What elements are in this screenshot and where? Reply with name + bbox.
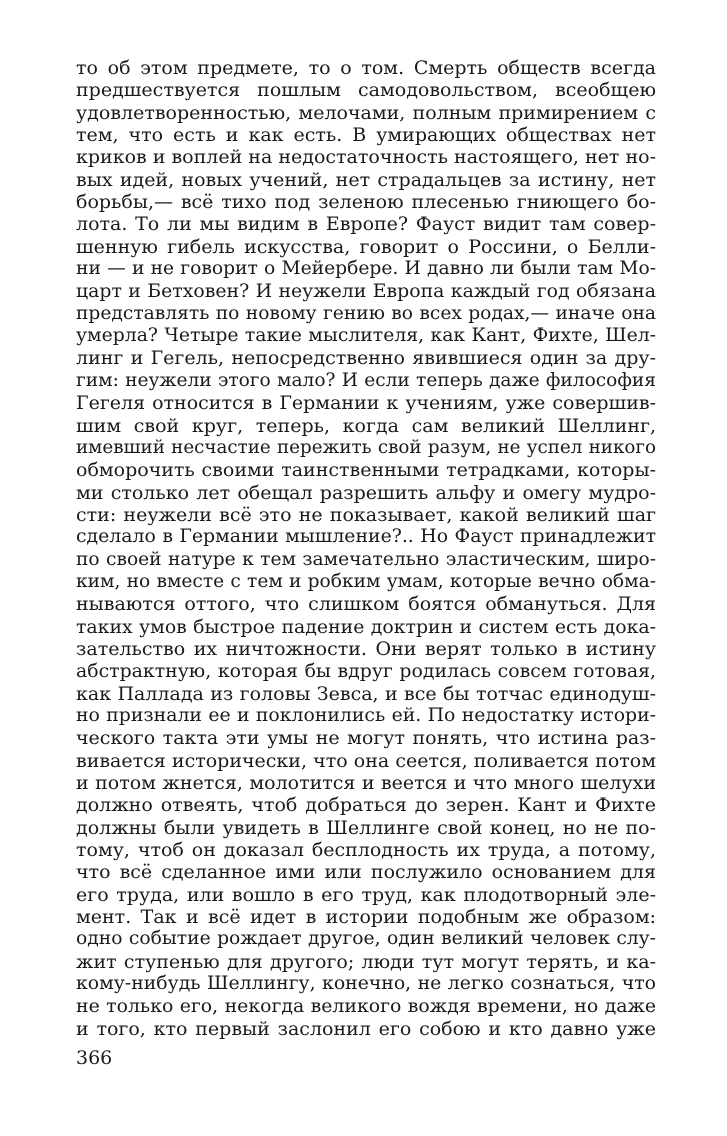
text-line: и того, кто первый заслонил его собою и кто давно уже bbox=[76, 1017, 656, 1040]
text-line: зательство их ничтожности. Они верят только в истину bbox=[76, 637, 656, 660]
text-line: тем, что есть и как есть. В умирающих обществах нет bbox=[76, 124, 656, 147]
text-line: одно событие рождает другое, один великий человек слу- bbox=[76, 928, 656, 950]
text-line: ческого такта эти умы не могут понять, что истина раз- bbox=[76, 727, 656, 750]
text-line: криков и воплей на недостаточность настоящего, нет но- bbox=[76, 146, 656, 169]
text-line: не только его, некогда великого вождя времени, но даже bbox=[76, 995, 656, 1018]
text-line: Гегеля относится в Германии к учениям, уже совершив- bbox=[76, 392, 656, 415]
text-line: что всё сделанное ими или послужило основанием для bbox=[76, 861, 656, 884]
text-line: шим свой круг, теперь, когда сам великий Шеллинг, bbox=[76, 414, 656, 437]
text-line: должно отвеять, чтоб добраться до зерен. Кант и Фихте bbox=[76, 794, 656, 817]
text-line: гим: неужели этого мало? И если теперь даже философия bbox=[76, 369, 656, 391]
text-line: вых идей, новых учений, нет страдальцев за истину, нет bbox=[76, 168, 656, 191]
text-line: ми столько лет обещал разрешить альфу и омегу мудро- bbox=[76, 481, 656, 504]
text-line: вивается исторически, что она сеется, поливается потом bbox=[76, 749, 656, 772]
body-text bbox=[76, 57, 656, 1040]
text-line: обморочить своими таинственными тетрадками, которы- bbox=[76, 459, 656, 482]
text-line: борьбы,— всё тихо под зеленою плесенью гниющего бо- bbox=[76, 191, 656, 214]
text-line: должны были увидеть в Шеллинге свой конец, но не по- bbox=[76, 816, 656, 839]
text-line: жит ступенью для другого; люди тут могут терять, и ка- bbox=[76, 950, 656, 973]
text-line: нываются оттого, что слишком боятся обмануться. Для bbox=[76, 593, 656, 616]
text-line: его труда, или вошло в его труд, как плодотворный эле- bbox=[76, 883, 656, 906]
text-line: по своей натуре к тем замечательно эластическим, широ- bbox=[76, 548, 656, 570]
text-line: сти: неужели всё это не показывает, какой великий шаг bbox=[76, 503, 656, 526]
text-line: линг и Гегель, непосредственно явившиеся один за дру- bbox=[76, 347, 656, 370]
text-line: ни — и не говорит о Мейербере. И давно ли были там Мо- bbox=[76, 258, 656, 280]
text-line: но признали ее и поклонились ей. По недостатку истори- bbox=[76, 704, 656, 726]
text-line: представлять по новому гению во всех родах,— иначе она bbox=[76, 302, 656, 324]
text-line: и потом жнется, молотится и веется и что много шелухи bbox=[76, 772, 656, 794]
text-line: лота. То ли мы видим в Европе? Фауст видит там совер- bbox=[76, 213, 656, 236]
text-line: удовлетворенностью, мелочами, полным примирением с bbox=[76, 101, 656, 124]
text-line: как Паллада из головы Зевса, и все бы тотчас единодуш- bbox=[76, 682, 656, 705]
text-line: ким, но вместе с тем и робким умам, которые вечно обма- bbox=[76, 570, 656, 592]
text-line: умерла? Четыре такие мыслителя, как Кант, Фихте, Шел- bbox=[76, 325, 656, 347]
text-line: таких умов быстрое падение доктрин и систем есть дока- bbox=[76, 615, 656, 638]
text-line: предшествуется пошлым самодовольством, всеобщею bbox=[76, 79, 656, 102]
text-line: то об этом предмете, то о том. Смерть обществ всегда bbox=[76, 57, 656, 79]
text-line: царт и Бетховен? И неужели Европа каждый год обязана bbox=[76, 280, 656, 303]
text-line: мент. Так и всё идет в истории подобным же образом: bbox=[76, 906, 656, 929]
text-line: имевший несчастие пережить свой разум, не успел никого bbox=[76, 436, 656, 458]
page-number: 366 bbox=[76, 1047, 113, 1069]
text-line: тому, чтоб он доказал бесплодность их труда, а потому, bbox=[76, 839, 656, 862]
text-line: сделало в Германии мышление?.. Но Фауст принадлежит bbox=[76, 526, 656, 548]
text-line: шенную гибель искусства, говорит о Россини, о Белли- bbox=[76, 235, 656, 258]
text-line: кому-нибудь Шеллингу, конечно, не легко сознаться, что bbox=[76, 973, 656, 995]
text-line: абстрактную, которая бы вдруг родилась совсем готовая, bbox=[76, 660, 656, 683]
